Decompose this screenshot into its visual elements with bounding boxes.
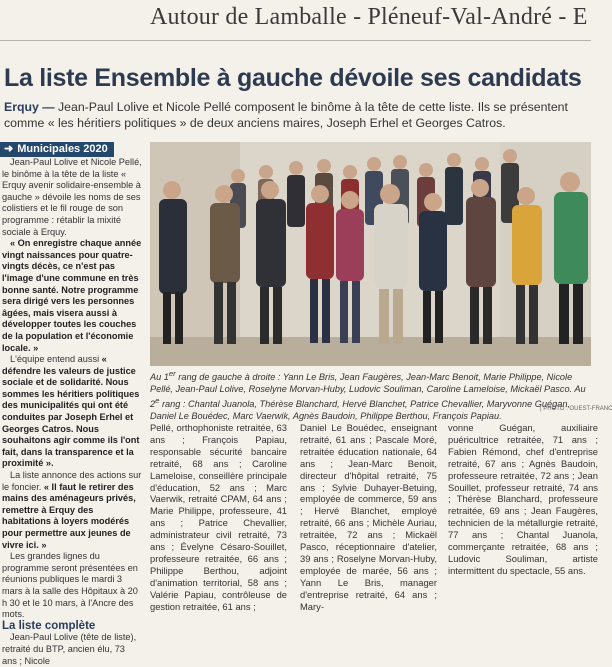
paragraph-text: L'équipe entend aussi (10, 354, 102, 365)
candidate-column: Pellé, orthophoniste retraitée, 63 ans ; François Papiau, responsable sécurité bancaire retraité, 68 ans ; Caroline Lameloise, conseillère principale d'éducation, 52 ans ; Marc Vaerwik, retraité CPAM, 64 ans ; Marie Philippe, professeure, 41 ans ; Patrice Chevallier, administrateur civil retraité, 73 ans ; Évelyne Césaro-Souillet, professeure retraitée, 66 ans ; Philippe Berthou, adjoint d'animation territorial, 58 ans ; Valérie Papiau, contrôleuse de gestion retraitée, 61 ans ; (150, 422, 287, 612)
caption-text: Au 1 (150, 372, 169, 383)
arrow-right-icon: ➜ (4, 143, 14, 155)
caption-superscript: e (155, 396, 160, 406)
candidate-column: vonne Guégan, auxiliaire puéricultrice retraitée, 71 ans ; Fabien Rémond, chef d'entreprise retraité, 67 ans ; Agnès Baudoin, professeure retraitée, 72 ans ; Jean Souillet, professeur retraité, 74 ans ; Thérèse Blanchard, professeure retraitée, 69 ans ; Jean Faugères, technicien de la métallurgie retraité, 77 ans ; Chantal Juanola, commerçante retraitée, 68 ans ; Ludovic Souliman, artiste intermittent du spectacle, 55 ans. (448, 422, 598, 576)
section-tag-label: Municipales 2020 (17, 143, 108, 155)
group-photo (150, 142, 591, 366)
article-lead (4, 99, 589, 131)
article-headline: La liste Ensemble à gauche dévoile ses candidats (4, 64, 582, 92)
paragraph: Les grandes lignes du programme seront présentées en réunions publiques le mardi 3 mars à la salle des Hôpitaux à 20 h 30 et le 10 mars, à l'Ancre des mots. (2, 551, 138, 620)
photo-credit: | PHOTO : OUEST-FRANC (540, 406, 612, 412)
newspaper-header (0, 0, 591, 41)
paragraph (2, 470, 142, 551)
caption-superscript: er (168, 369, 176, 378)
caption-text: rang de gauche à droite : Yann Le Bris, Jean Faugères, Jean-Marc Benoit, Marie Philippe, Nicole Pellé, Jean-Paul Lolive, Roselyne Morvan-Huby, Ludovic Souliman, Caroline Lameloise, Mickaël Pasco. Au 2 (150, 372, 586, 410)
lead-text: Jean-Paul Lolive et Nicole Pellé composent le binôme à la tête de cette liste. Ils se présentent comme « les héritiers politiques » de deux anciens maires, Joseph Erhel et Georges Catros. (4, 100, 568, 130)
paragraph: Jean-Paul Lolive et Nicole Pellé, le binôme à la tête de la liste « Erquy avenir solidaire-ensemble à gauche » dévoile les noms de ses colistiers et le fil rouge de son programme : rétablir la mixité sociale à Erquy. (2, 157, 142, 237)
subheading: La liste complète (2, 619, 96, 632)
paragraph (2, 354, 142, 470)
paragraph-text: La liste annonce des actions sur le foncier. (2, 470, 142, 492)
lead-place: Erquy — (4, 100, 55, 114)
article-column-1 (2, 157, 142, 667)
section-header-title: Autour de Lamballe - Pléneuf-Val-André - E (150, 4, 588, 30)
quote-text: « Il faut le retirer des mains des aménageurs privés, remettre à Erquy des habitations à loyers modérés pour permettre aux jeunes de vivre ici. » (2, 481, 136, 550)
candidate-column: Daniel Le Bouédec, enseignant retraité, 61 ans ; Pascale Moré, retraitée éducation nationale, 64 ans ; Jean-Marc Benoit, directeur d'hôpital retraité, 75 ans ; Sylvie Duhayer-Betuing, employée de commerce, 59 ans ; Hervé Blanchet, employé retraité, 66 ans ; Michèle Auriau, retraitée, 72 ans ; Mickaël Pasco, réceptionnaire d'atelier, 39 ans ; Roselyne Morvan-Huby, employée de marée, 56 ans ; Yann Le Bris, manager d'entreprise retraité, 64 ans ; Mary- (300, 422, 437, 612)
quote-paragraph: « On enregistre chaque année vingt naissances pour quatre-vingts décès, ce n'est pas l'image d'une commune en très bonne santé. Notre programme sera dirigé vers les personnes âgées, mais visera aussi à développer toutes les couches de la population et l'économie locale. » (2, 238, 142, 353)
quote-text: « défendre les valeurs de justice sociale et de solidarité. Nous sommes les héritiers politiques des municipalités qui ont été conduites par Joseph Erhel et Georges Catros. Nous souhaitons agir comme ils l'ont fait, dans la transparence et la proximité ». (2, 354, 140, 469)
section-tag (0, 142, 114, 157)
caption-text: rang : Chantal Juanola, Thérèse Blanchard, Hervé Blanchet, Patrice Chevallier, Maryvonne Guégan, Daniel Le Bouédec, Marc Vaerwik, Agnès Baudoin, Philippe Berthou, François Papiau. (150, 399, 570, 421)
paragraph: Jean-Paul Lolive (tête de liste), retraité du BTP, ancien élu, 73 ans ; Nicole (2, 632, 137, 666)
group-photo-illustration (150, 142, 591, 366)
photo-caption (150, 368, 590, 423)
